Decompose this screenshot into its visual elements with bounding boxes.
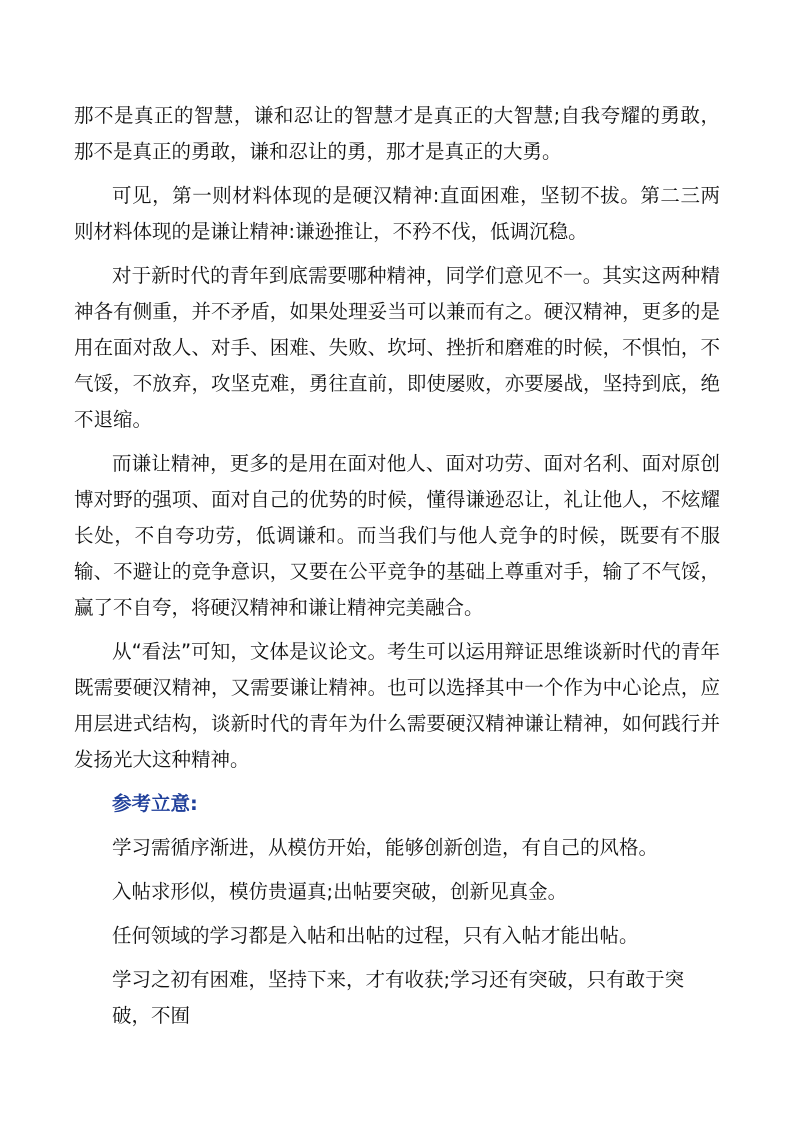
paragraph-3: 对于新时代的青年到底需要哪种精神，同学们意见不一。其实这两种精神各有侧重，并不矛盾，如果处理妥当可以兼而有之。硬汉精神，更多的是用在面对敌人、对手、困难、失败、坎坷、挫折和磨难的时候，不惧怕，不气馁，不放弃，攻坚克难，勇往直前，即使屡败，亦要屡战，坚持到底，绝不退缩。 — [74, 264, 720, 431]
paragraph-5: 从“看法”可知，文体是议论文。考生可以运用辩证思维谈新时代的青年既需要硬汉精神，又需要谦让精神。也可以选择其中一个作为中心论点，应用层进式结构，谈新时代的青年为什么需要硬汉精神谦让精神，如何践行并发扬光大这种精神。 — [74, 640, 720, 771]
paragraph-1: 那不是真正的智慧，谦和忍让的智慧才是真正的大智慧;自我夸耀的勇敢，那不是真正的勇敢，谦和忍让的勇，那才是真正的大勇。 — [74, 104, 720, 163]
reference-heading: 参考立意: — [112, 792, 198, 815]
reference-item-2: 入帖求形似，模仿贵逼真;出帖要突破，创新见真金。 — [112, 880, 568, 903]
reference-item-3: 任何领域的学习都是入帖和出帖的过程，只有入帖才能出帖。 — [112, 924, 639, 947]
reference-item-4: 学习之初有困难，坚持下来，才有收获;学习还有突破，只有敢于突破，不囿 — [112, 968, 685, 1027]
reference-item-1: 学习需循序渐进，从模仿开始，能够创新创造，有自己的风格。 — [112, 836, 659, 859]
paragraph-4: 而谦让精神，更多的是用在面对他人、面对功劳、面对名利、面对原创博对野的强项、面对自己的优势的时候，懂得谦逊忍让，礼让他人，不炫耀长处，不自夸功劳，低调谦和。而当我们与他人竞争的时候，既要有不服输、不避让的竞争意识，又要在公平竞争的基础上尊重对手，输了不气馁，赢了不自夸，将硬汉精神和谦让精神完美融合。 — [74, 452, 720, 619]
document-body — [74, 98, 720, 1042]
paragraph-2: 可见，第一则材料体现的是硬汉精神:直面困难，坚韧不拔。第二三两则材料体现的是谦让精神:谦逊推让，不矜不伐，低调沉稳。 — [74, 184, 720, 243]
